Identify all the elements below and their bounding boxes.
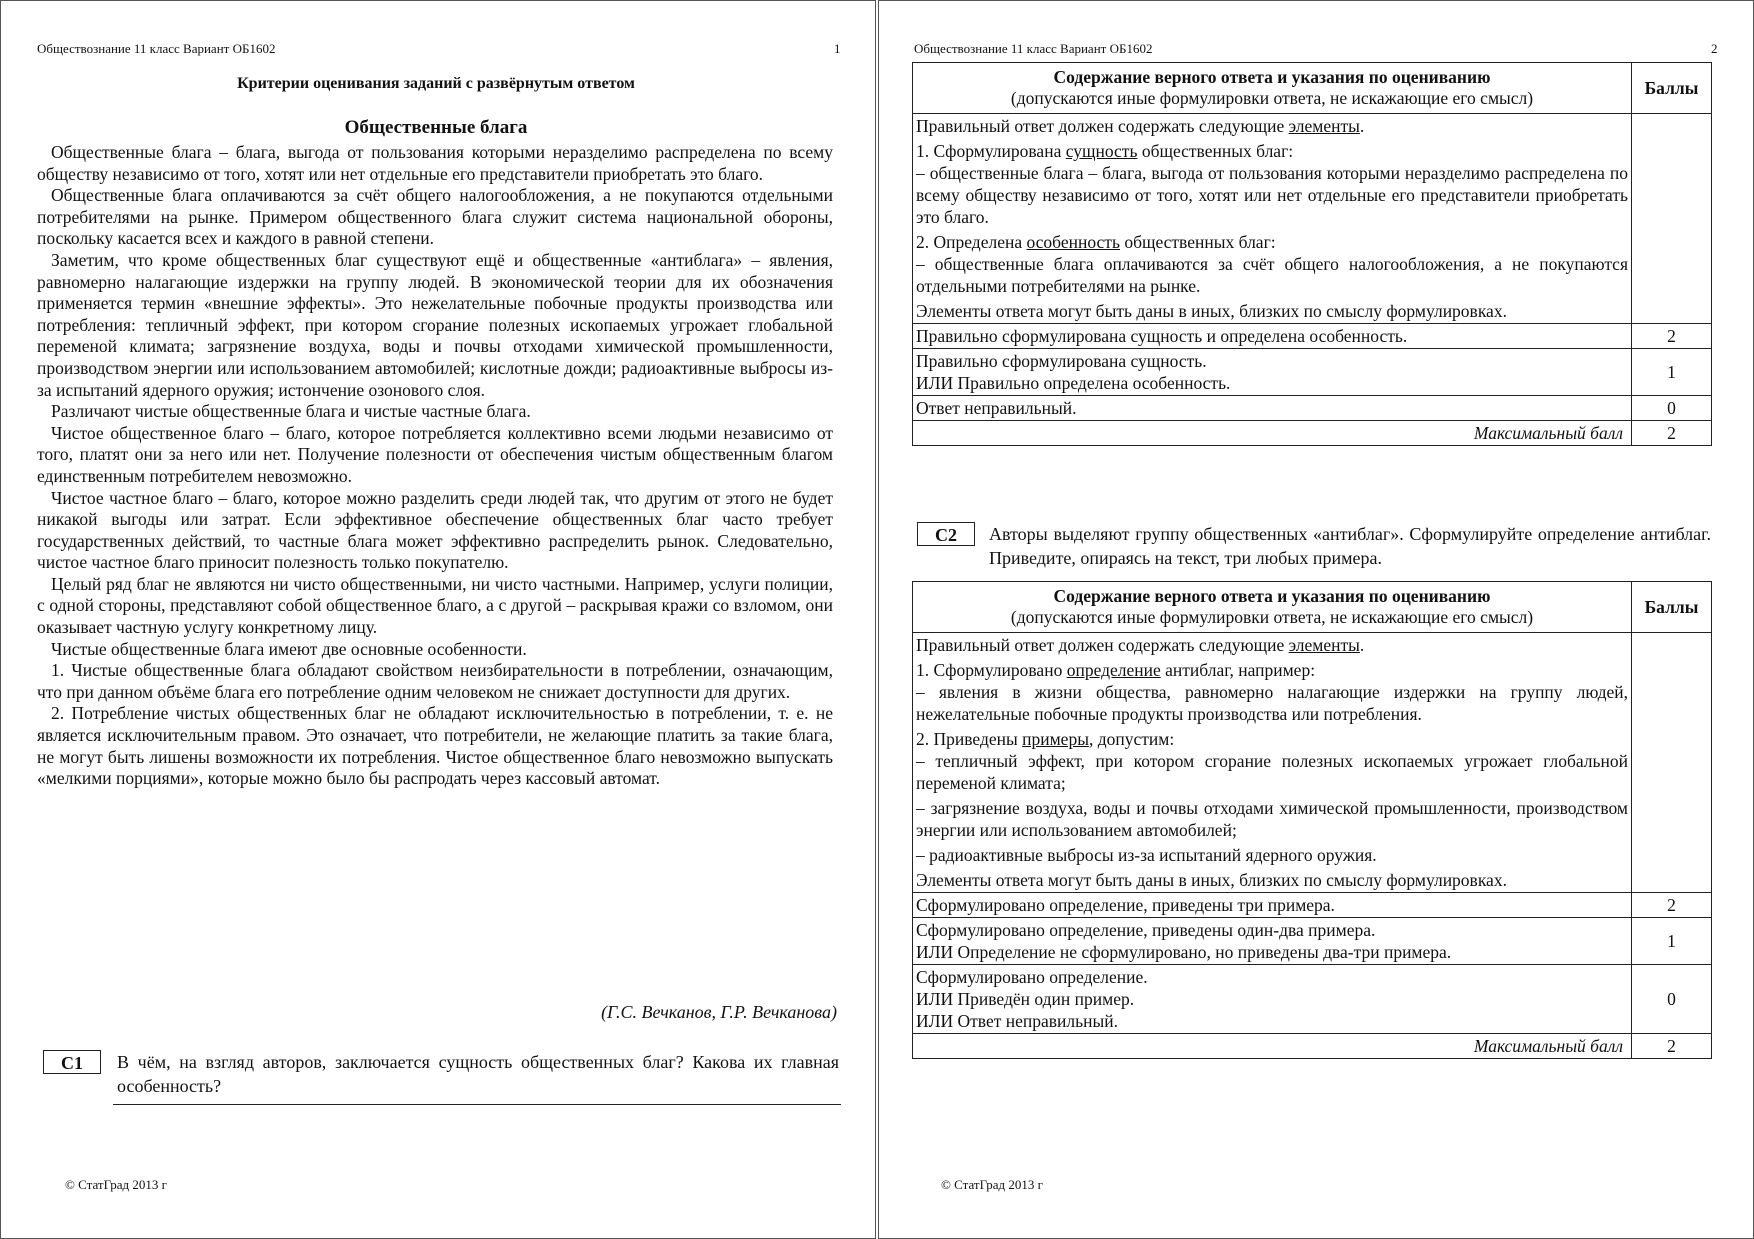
main-title: Критерии оценивания заданий с развёрнутым ответом [237, 75, 635, 92]
table-header-row [913, 63, 1712, 114]
page-number: 2 [1711, 41, 1718, 56]
paragraph: Различают чистые общественные блага и чистые частные блага. [51, 401, 531, 422]
answer-content: Правильный ответ должен содержать следующие элементы. 1. Сформулировано определение антиблаг, например: – явления в жизни общества, равномерно налагающие издержки на группу людей, нежелательные побочные продукты производства или потребления. 2. Приведены примеры, допустим: – тепличный эффект, при котором сгорание полезных ископаемых угрожает глобальной переменой климата; – загрязнение воздуха, воды и почвы отходами химической промышленности, производством энергии или использованием автомобилей; – радиоактивные выбросы из-за испытаний ядерного оружия. Элементы ответа могут быть даны в иных, близких по смыслу формулировках. [913, 633, 1632, 893]
paragraph: Общественные блага оплачиваются за счёт общего налогообложения, а не покупаются отдельными потребителями на рынке. Примером общественного блага служит система национальной обороны, поскольку касается всех и каждого в равной степени. [37, 185, 833, 249]
table-header-content: Содержание верного ответа и указания по оцениванию (допускаются иные формулировки ответа, не искажающие его смысл) [913, 63, 1632, 114]
paragraph: Чистое общественное благо – благо, которое потребляется коллективно всеми людьми независимо от того, платят они за него или нет. Получение полезности от обеспечения чистым общественным благом единственным потребителем невозможно. [37, 422, 833, 486]
text-title: Общественные блага [344, 117, 528, 138]
paragraph: Заметим, что кроме общественных благ существуют ещё и общественные «антиблага» – явления, равномерно налагающие издержки на группу людей. В экономической теории для их обозначения применяется термин «внешние эффекты». Это нежелательные побочные продукты производства или потребления: тепличный эффект, при котором сгорание полезных ископаемых угрожает глобальной переменой климата; загрязнение воздуха, воды и почвы отходами химической промышленности, производством энергии или использованием автомобилей; кислотные дожди; радиоактивные выбросы из-за испытаний ядерного оружия; истончение озонового слоя. [37, 249, 833, 400]
max-points-value: 2 [1632, 421, 1712, 446]
task-c2-label: C2 [917, 522, 975, 546]
page-footer: © СтатГрад 2013 г [65, 1177, 167, 1192]
paragraph: Чистые общественные блага имеют две основные особенности. [51, 638, 527, 659]
criteria-table-c1 [912, 62, 1712, 446]
answer-content: Правильный ответ должен содержать следующие элементы. 1. Сформулирована сущность общественных благ: – общественные блага – блага, выгода от пользования которыми неразделимо распределена по всему обществу независимо от того, хотят или нет отдельные его представители приобретать это благо. 2. Определена особенность общественных благ: – общественные блага оплачиваются за счёт общего налогообложения, а не покупаются отдельными потребителями на рынке. Элементы ответа могут быть даны в иных, близких по смыслу формулировках. [913, 114, 1632, 324]
points-value: 0 [1632, 965, 1712, 1034]
table-row: Правильно сформулирована сущность. ИЛИ Правильно определена особенность. 1 [913, 349, 1712, 396]
criteria-table-c2 [912, 581, 1712, 1059]
text-author: (Г.С. Вечканов, Г.Р. Вечканова) [601, 1002, 837, 1022]
paragraph: Целый ряд благ не являются ни чисто общественными, ни чисто частными. Например, услуги полиции, с одной стороны, представляют собой общественное благо, а с другой – раскрывая кражи со взломом, они оказывает частную услугу конкретному лицу. [37, 573, 833, 638]
page-number: 1 [834, 41, 841, 56]
task-c1-label: C1 [43, 1050, 101, 1074]
table-row-max: Максимальный балл 2 [913, 421, 1712, 446]
table-row: Сформулировано определение. ИЛИ Приведён один пример. ИЛИ Ответ неправильный. 0 [913, 965, 1712, 1034]
paragraph: Общественные блага – блага, выгода от пользования которыми неразделимо распределена по всему обществу независимо от того, хотят или нет отдельные его представители приобретать это благо. [37, 142, 833, 184]
points-value: 2 [1632, 893, 1712, 918]
table-row [913, 114, 1712, 324]
points-value: 1 [1632, 918, 1712, 965]
max-points-value: 2 [1632, 1034, 1712, 1059]
paragraph: 1. Чистые общественные блага обладают свойством неизбирательности в потреблении, означающим, что при данном объёме блага его потребление одним человеком не снижает доступности для других. [37, 660, 833, 702]
table-row: Ответ неправильный. 0 [913, 396, 1712, 421]
table-header-points: Баллы [1632, 63, 1712, 114]
table-row: Сформулировано определение, приведены один-два примера. ИЛИ Определение не сформулировано, но приведены два-три примера. 1 [913, 918, 1712, 965]
page-1 [0, 0, 876, 1239]
page-footer: © СтатГрад 2013 г [941, 1177, 1043, 1192]
paragraph: 2. Потребление чистых общественных благ не обладают исключительностью в потреблении, т. е. не является исключительным правом. Это означает, что потребители, не желающие платить за такие блага, не могут быть лишены возможности их потребления. Чистое общественное благо невозможно выпускать «мелкими порциями», которые можно было бы распродать через кассовый автомат. [37, 703, 833, 789]
table-row-max: Максимальный балл 2 [913, 1034, 1712, 1059]
task-c2-text: Авторы выделяют группу общественных «антиблаг». Сформулируйте определение антиблаг. Приведите, опираясь на текст, три любых примера. [989, 524, 1711, 568]
table-header-points: Баллы [1632, 582, 1712, 633]
points-value: 2 [1632, 324, 1712, 349]
task-c1-text: В чём, на взгляд авторов, заключается сущность общественных благ? Какова их главная особенность? [117, 1052, 839, 1096]
table-row: Правильно сформулирована сущность и определена особенность. 2 [913, 324, 1712, 349]
source-text [37, 142, 833, 790]
page-header: Обществознание 11 класс Вариант ОБ1602 [37, 41, 276, 56]
page-2 [878, 0, 1754, 1239]
points-value: 1 [1632, 349, 1712, 396]
page-header: Обществознание 11 класс Вариант ОБ1602 [914, 41, 1153, 56]
points-value: 0 [1632, 396, 1712, 421]
paragraph: Чистое частное благо – благо, которое можно разделить среди людей так, что другим от этого не будет никакой выгоды или затрат. Если эффективное обеспечение общественных благ часто требует государственных действий, то частные блага может эффективно распределить рынок. Следовательно, чистое частное благо приносит полезность только покупателю. [37, 487, 833, 573]
table-header-row [913, 582, 1712, 633]
table-row [913, 633, 1712, 893]
table-header-content: Содержание верного ответа и указания по оцениванию (допускаются иные формулировки ответа, не искажающие его смысл) [913, 582, 1632, 633]
answer-line [113, 1104, 841, 1105]
table-row: Сформулировано определение, приведены три примера. 2 [913, 893, 1712, 918]
